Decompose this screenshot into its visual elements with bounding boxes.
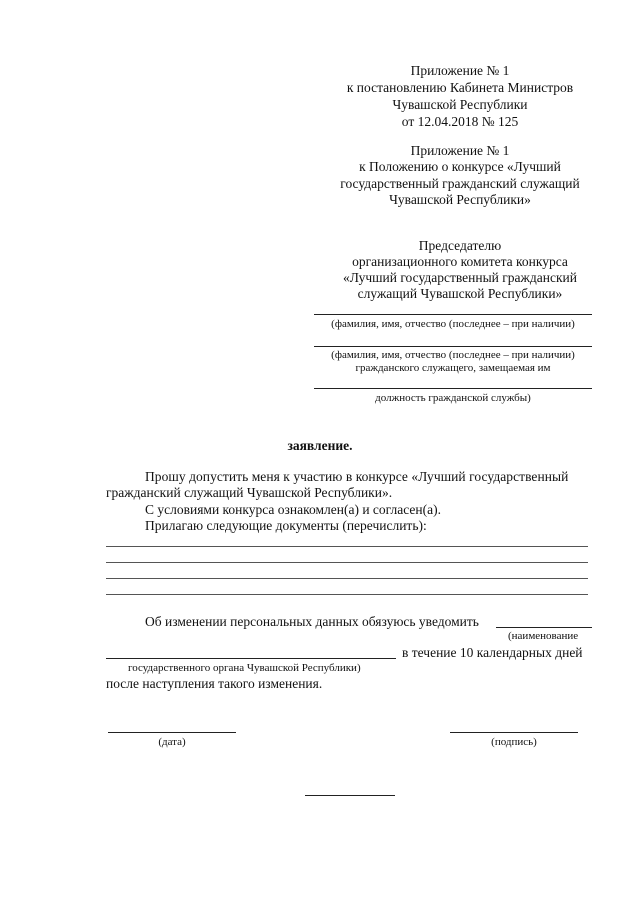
appendix2-line3: государственный гражданский служащий xyxy=(340,176,580,191)
appendix2-line1: Приложение № 1 xyxy=(410,143,510,158)
appendix2-line4: Чувашской Республики» xyxy=(389,192,531,207)
paragraph-3: Прилагаю следующие документы (перечислить): xyxy=(145,518,427,533)
documents-list-line-1 xyxy=(106,546,588,547)
documents-list-line-2 xyxy=(106,562,588,563)
servant-name-caption-1: (фамилия, имя, отчество (последнее – при наличии) xyxy=(331,349,575,361)
date-caption: (дата) xyxy=(158,736,186,748)
position-caption: должность гражданской службы) xyxy=(375,392,531,404)
paragraph-1-line-2: гражданский служащий Чувашской Республики». xyxy=(106,485,393,500)
paragraph-2: С условиями конкурса ознакомлен(а) и согласен(а). xyxy=(145,502,441,517)
notify-caption-2: государственного органа Чувашской Республики) xyxy=(128,662,361,674)
paragraph-1-line-1: Прошу допустить меня к участию в конкурсе «Лучший государственный xyxy=(145,469,569,484)
servant-name-caption-2: гражданского служащего, замещаемая им xyxy=(355,362,551,374)
position-line xyxy=(314,388,592,389)
applicant-name-line xyxy=(314,314,592,315)
addressee-line2: организационного комитета конкурса xyxy=(352,254,568,269)
appendix1-line3: Чувашской Республики xyxy=(392,97,528,112)
agency-name-line-1 xyxy=(496,627,592,628)
statement-title: заявление. xyxy=(287,438,353,453)
notify-caption-1: (наименование xyxy=(508,630,579,642)
appendix2-line2: к Положению о конкурсе «Лучший xyxy=(359,159,561,174)
appendix1-line1: Приложение № 1 xyxy=(410,63,510,78)
documents-list-line-4 xyxy=(106,594,588,595)
addressee-line3: «Лучший государственный гражданский xyxy=(343,270,577,285)
documents-list-line-3 xyxy=(106,578,588,579)
notify-line-1: Об изменении персональных данных обязуюсь уведомить xyxy=(145,614,479,629)
notify-line-3: после наступления такого изменения. xyxy=(106,676,323,691)
servant-name-line xyxy=(314,346,592,347)
applicant-name-caption: (фамилия, имя, отчество (последнее – при наличии) xyxy=(331,318,575,330)
notify-line-2-suffix: в течение 10 календарных дней xyxy=(402,645,583,660)
addressee-line1: Председателю xyxy=(418,238,502,253)
agency-name-line-2 xyxy=(106,658,396,659)
appendix1-line4: от 12.04.2018 № 125 xyxy=(401,114,519,129)
addressee-line4: служащий Чувашской Республики» xyxy=(357,286,563,301)
appendix1-line2: к постановлению Кабинета Министров xyxy=(346,80,574,95)
date-line xyxy=(108,732,236,733)
signature-line xyxy=(450,732,578,733)
footer-separator xyxy=(305,795,395,796)
signature-caption: (подпись) xyxy=(491,736,537,748)
